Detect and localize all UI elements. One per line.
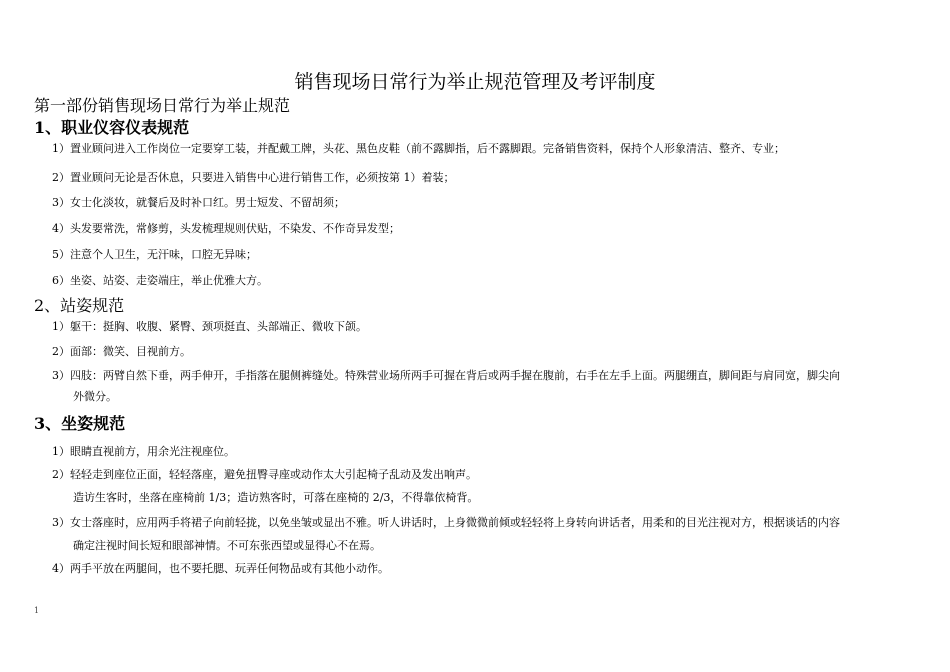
list-item: 4）头发要常洗，常修剪，头发梳理规则伏贴，不染发、不作奇异发型； — [52, 222, 400, 235]
list-item: 1）躯干：挺胸、收腹、紧臀、颈项挺直、头部端正、微收下颌。 — [52, 320, 367, 333]
list-item: 4）两手平放在两腿间，也不要托腮、玩弄任何物品或有其他小动作。 — [52, 562, 389, 575]
list-item: 2）面部：微笑、目视前方。 — [52, 345, 191, 358]
section-heading-standing: 2、站姿规范 — [34, 296, 125, 315]
list-item-continuation: 外微分。 — [73, 390, 117, 403]
list-item: 5）注意个人卫生，无汗味，口腔无异味； — [52, 248, 257, 261]
page-number: 1 — [34, 606, 40, 615]
list-item: 3）女士落座时，应用两手将裙子向前轻拢，以免坐皱或显出不雅。听人讲话时，上身微微前倾或轻轻将上身转向讲话者，用柔和的目光注视对方，根据谈话的内容 — [52, 516, 840, 529]
list-item: 1）眼睛直视前方，用余光注视座位。 — [52, 445, 235, 458]
list-item: 3）四肢：两臂自然下垂，两手伸开，手指落在腿侧裤缝处。特殊营业场所两手可握在背后或两手握在腹前，右手在左手上面。两腿绷直，脚间距与肩同宽，脚尖向 — [52, 369, 840, 382]
list-item: 2）置业顾问无论是否休息，只要进入销售中心进行销售工作，必须按第 1）着装； — [52, 171, 455, 184]
section-heading-sitting: 3、坐姿规范 — [34, 414, 126, 433]
list-item-continuation: 确定注视时间长短和眼部神情。不可东张西望或显得心不在焉。 — [73, 539, 381, 552]
list-item: 1）置业顾问进入工作岗位一定要穿工装，并配戴工牌，头花、黑色皮鞋（前不露脚指，后不露脚跟。完备销售资料，保持个人形象清洁、整齐、专业； — [52, 142, 785, 155]
part-heading: 第一部份销售现场日常行为举止规范 — [34, 96, 291, 115]
list-item: 6）坐姿、站姿、走姿端庄，举止优雅大方。 — [52, 274, 268, 287]
list-item: 2）轻轻走到座位正面，轻轻落座，避免扭臀寻座或动作太大引起椅子乱动及发出响声。 — [52, 468, 477, 481]
document-title: 销售现场日常行为举止规范管理及考评制度 — [294, 71, 656, 93]
section-heading-dress: 1、职业仪容仪表规范 — [34, 118, 190, 137]
list-item-continuation: 造访生客时，坐落在座椅前 1/3；造访熟客时，可落在座椅的 2/3，不得靠依椅背。 — [73, 491, 479, 504]
list-item: 3）女士化淡妆，就餐后及时补口红。男士短发、不留胡须； — [52, 196, 345, 209]
